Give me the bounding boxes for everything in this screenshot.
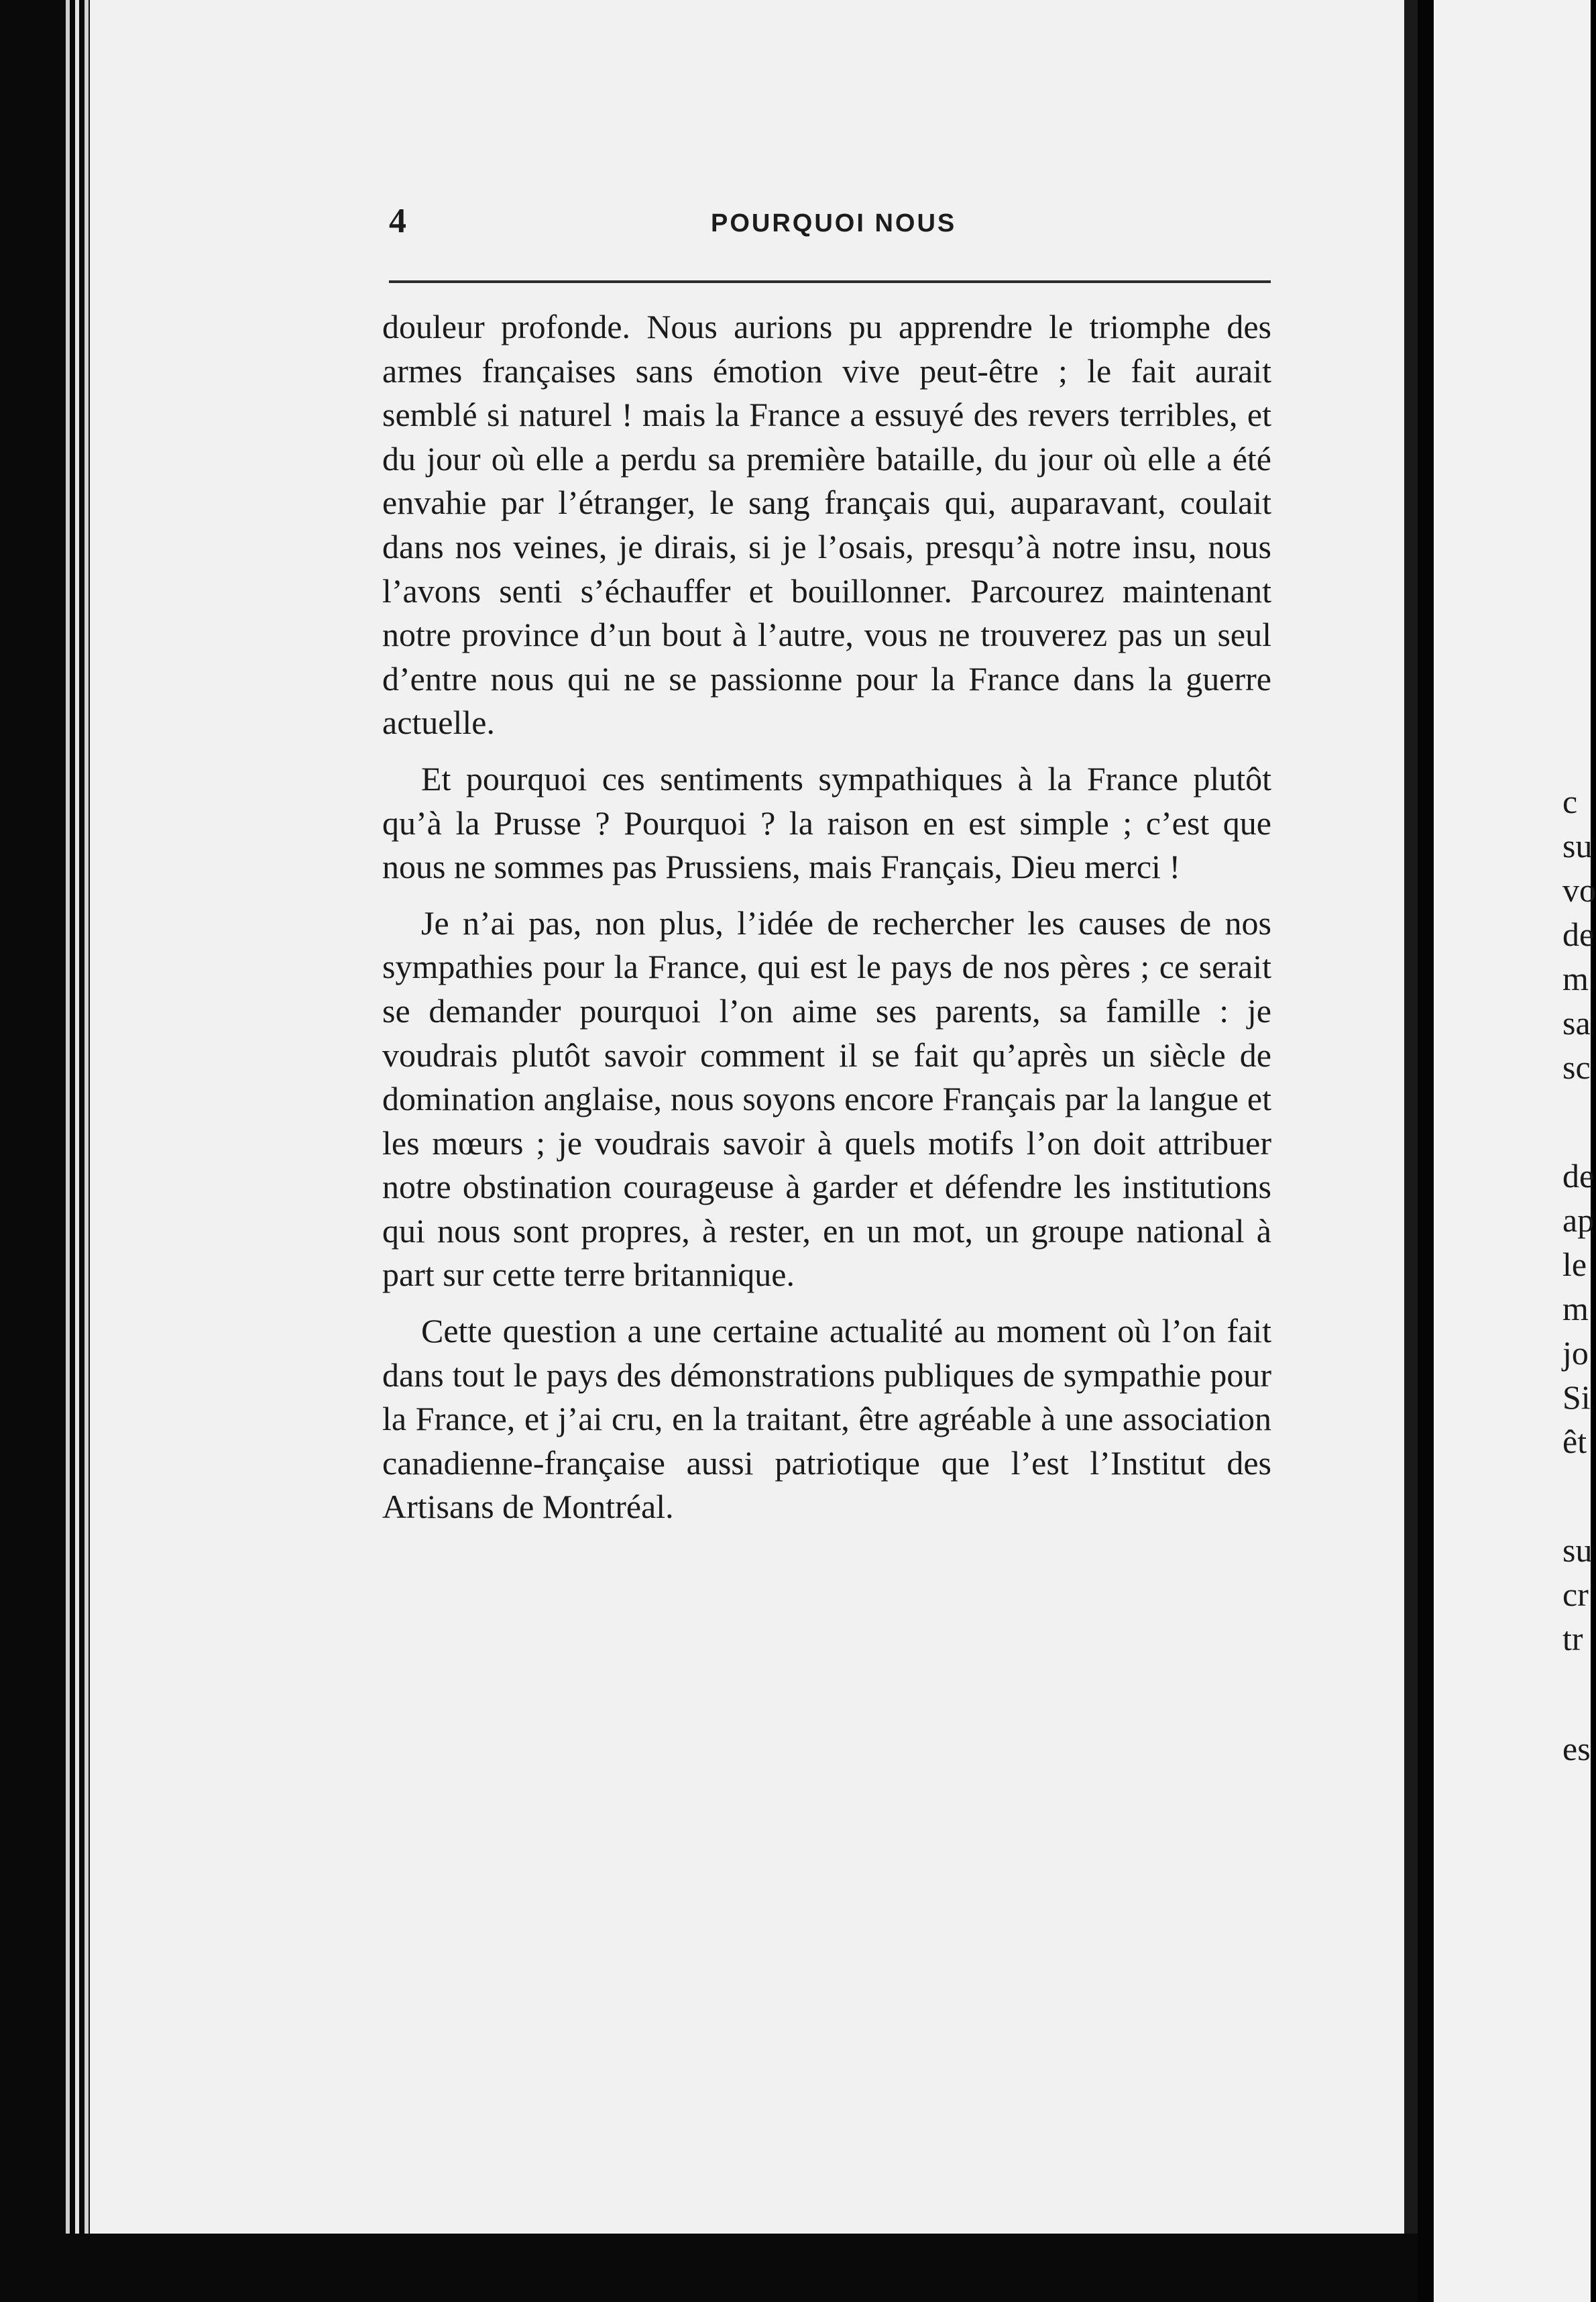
facing-page-fragment: de <box>1562 916 1595 953</box>
facing-page-fragment: m <box>1562 960 1589 997</box>
page-header <box>389 201 1271 241</box>
book-gutter <box>1418 0 1434 2302</box>
facing-page-fragment: sa <box>1562 1004 1591 1042</box>
facing-page-fragment: vo <box>1562 871 1596 909</box>
page-edge <box>84 0 89 2234</box>
paragraph: Cette question a une certaine actualité au moment où l’on fait dans tout le pays des démonstrations publiques de sympathie pour la France, et j’ai cru, en la traitant, être agréable à une association canadienne-française aussi patriotique que l’est l’Institut des Artisans de Montréal. <box>382 1312 1271 1526</box>
facing-page-fragment-group <box>1562 1726 1591 1771</box>
page-number: 4 <box>389 202 406 240</box>
running-head: POURQUOI NOUS <box>711 209 957 237</box>
facing-page-fragment: cr <box>1562 1576 1589 1613</box>
header-rule <box>389 280 1271 283</box>
body-text <box>382 305 1271 1541</box>
facing-page-fragment: le <box>1562 1246 1587 1283</box>
facing-page-fragment: tr <box>1562 1620 1583 1657</box>
facing-page-fragment: sc <box>1562 1048 1591 1086</box>
facing-page-fragment-group <box>1562 1528 1591 1661</box>
facing-page-fragment: jo <box>1562 1334 1589 1372</box>
facing-page-fragment: êt <box>1562 1423 1587 1460</box>
facing-page-fragment: c <box>1562 783 1578 820</box>
facing-page <box>1434 0 1596 2302</box>
facing-page-fragment: Si <box>1562 1378 1591 1416</box>
facing-page-fragment: su <box>1562 1531 1593 1569</box>
paragraph: Et pourquoi ces sentiments sympathiques à la France plutôt qu’à la Prusse ? Pourquoi ? la raison en est simple ; c’est que nous ne sommes pas Prussiens, mais Français, Dieu merci ! <box>382 759 1271 886</box>
page-edge <box>75 0 79 2234</box>
facing-page-fragment: ap <box>1562 1201 1595 1239</box>
facing-page-fragment: de <box>1562 1157 1595 1195</box>
facing-page-fragment-group <box>1562 1154 1595 1464</box>
facing-page-fragment: es <box>1562 1730 1591 1767</box>
facing-page-fragment-group <box>1562 779 1596 1089</box>
page-shadow <box>1404 0 1418 2302</box>
facing-page-fragment: su <box>1562 827 1593 865</box>
page-edge <box>66 0 70 2234</box>
paragraph: douleur profonde. Nous aurions pu apprendre le triomphe des armes françaises sans émotion vive peut-être ; le fait aurait semblé si naturel ! mais la France a essuyé des revers terribles, et du jour où elle a perdu sa première bataille, du jour où elle a été envahie par l’étranger, le sang français qui, auparavant, coulait dans nos veines, je dirais, si je l’osais, presqu’à notre insu, nous l’avons senti s’échauffer et bouillonner. Parcourez maintenant notre province d’un bout à l’autre, vous ne trouverez pas un seul d’entre nous qui ne se passionne pour la France dans la guerre actuelle. <box>382 308 1271 742</box>
scan-border <box>0 2234 1418 2302</box>
paragraph: Je n’ai pas, non plus, l’idée de rechercher les causes de nos sympathies pour la France, qui est le pays de nos pères ; ce serait se demander pourquoi l’on aime ses parents, sa famille : je voudrais plutôt savoir comment il se fait qu’après un siècle de domination anglaise, nous soyons encore Français par la langue et les mœurs ; je voudrais savoir à quels motifs l’on doit attribuer notre obstination courageuse à garder et défendre les institutions qui nous sont propres, à rester, en un mot, un groupe national à part sur cette terre britannique. <box>382 903 1271 1294</box>
facing-page-fragment: m <box>1562 1290 1589 1327</box>
